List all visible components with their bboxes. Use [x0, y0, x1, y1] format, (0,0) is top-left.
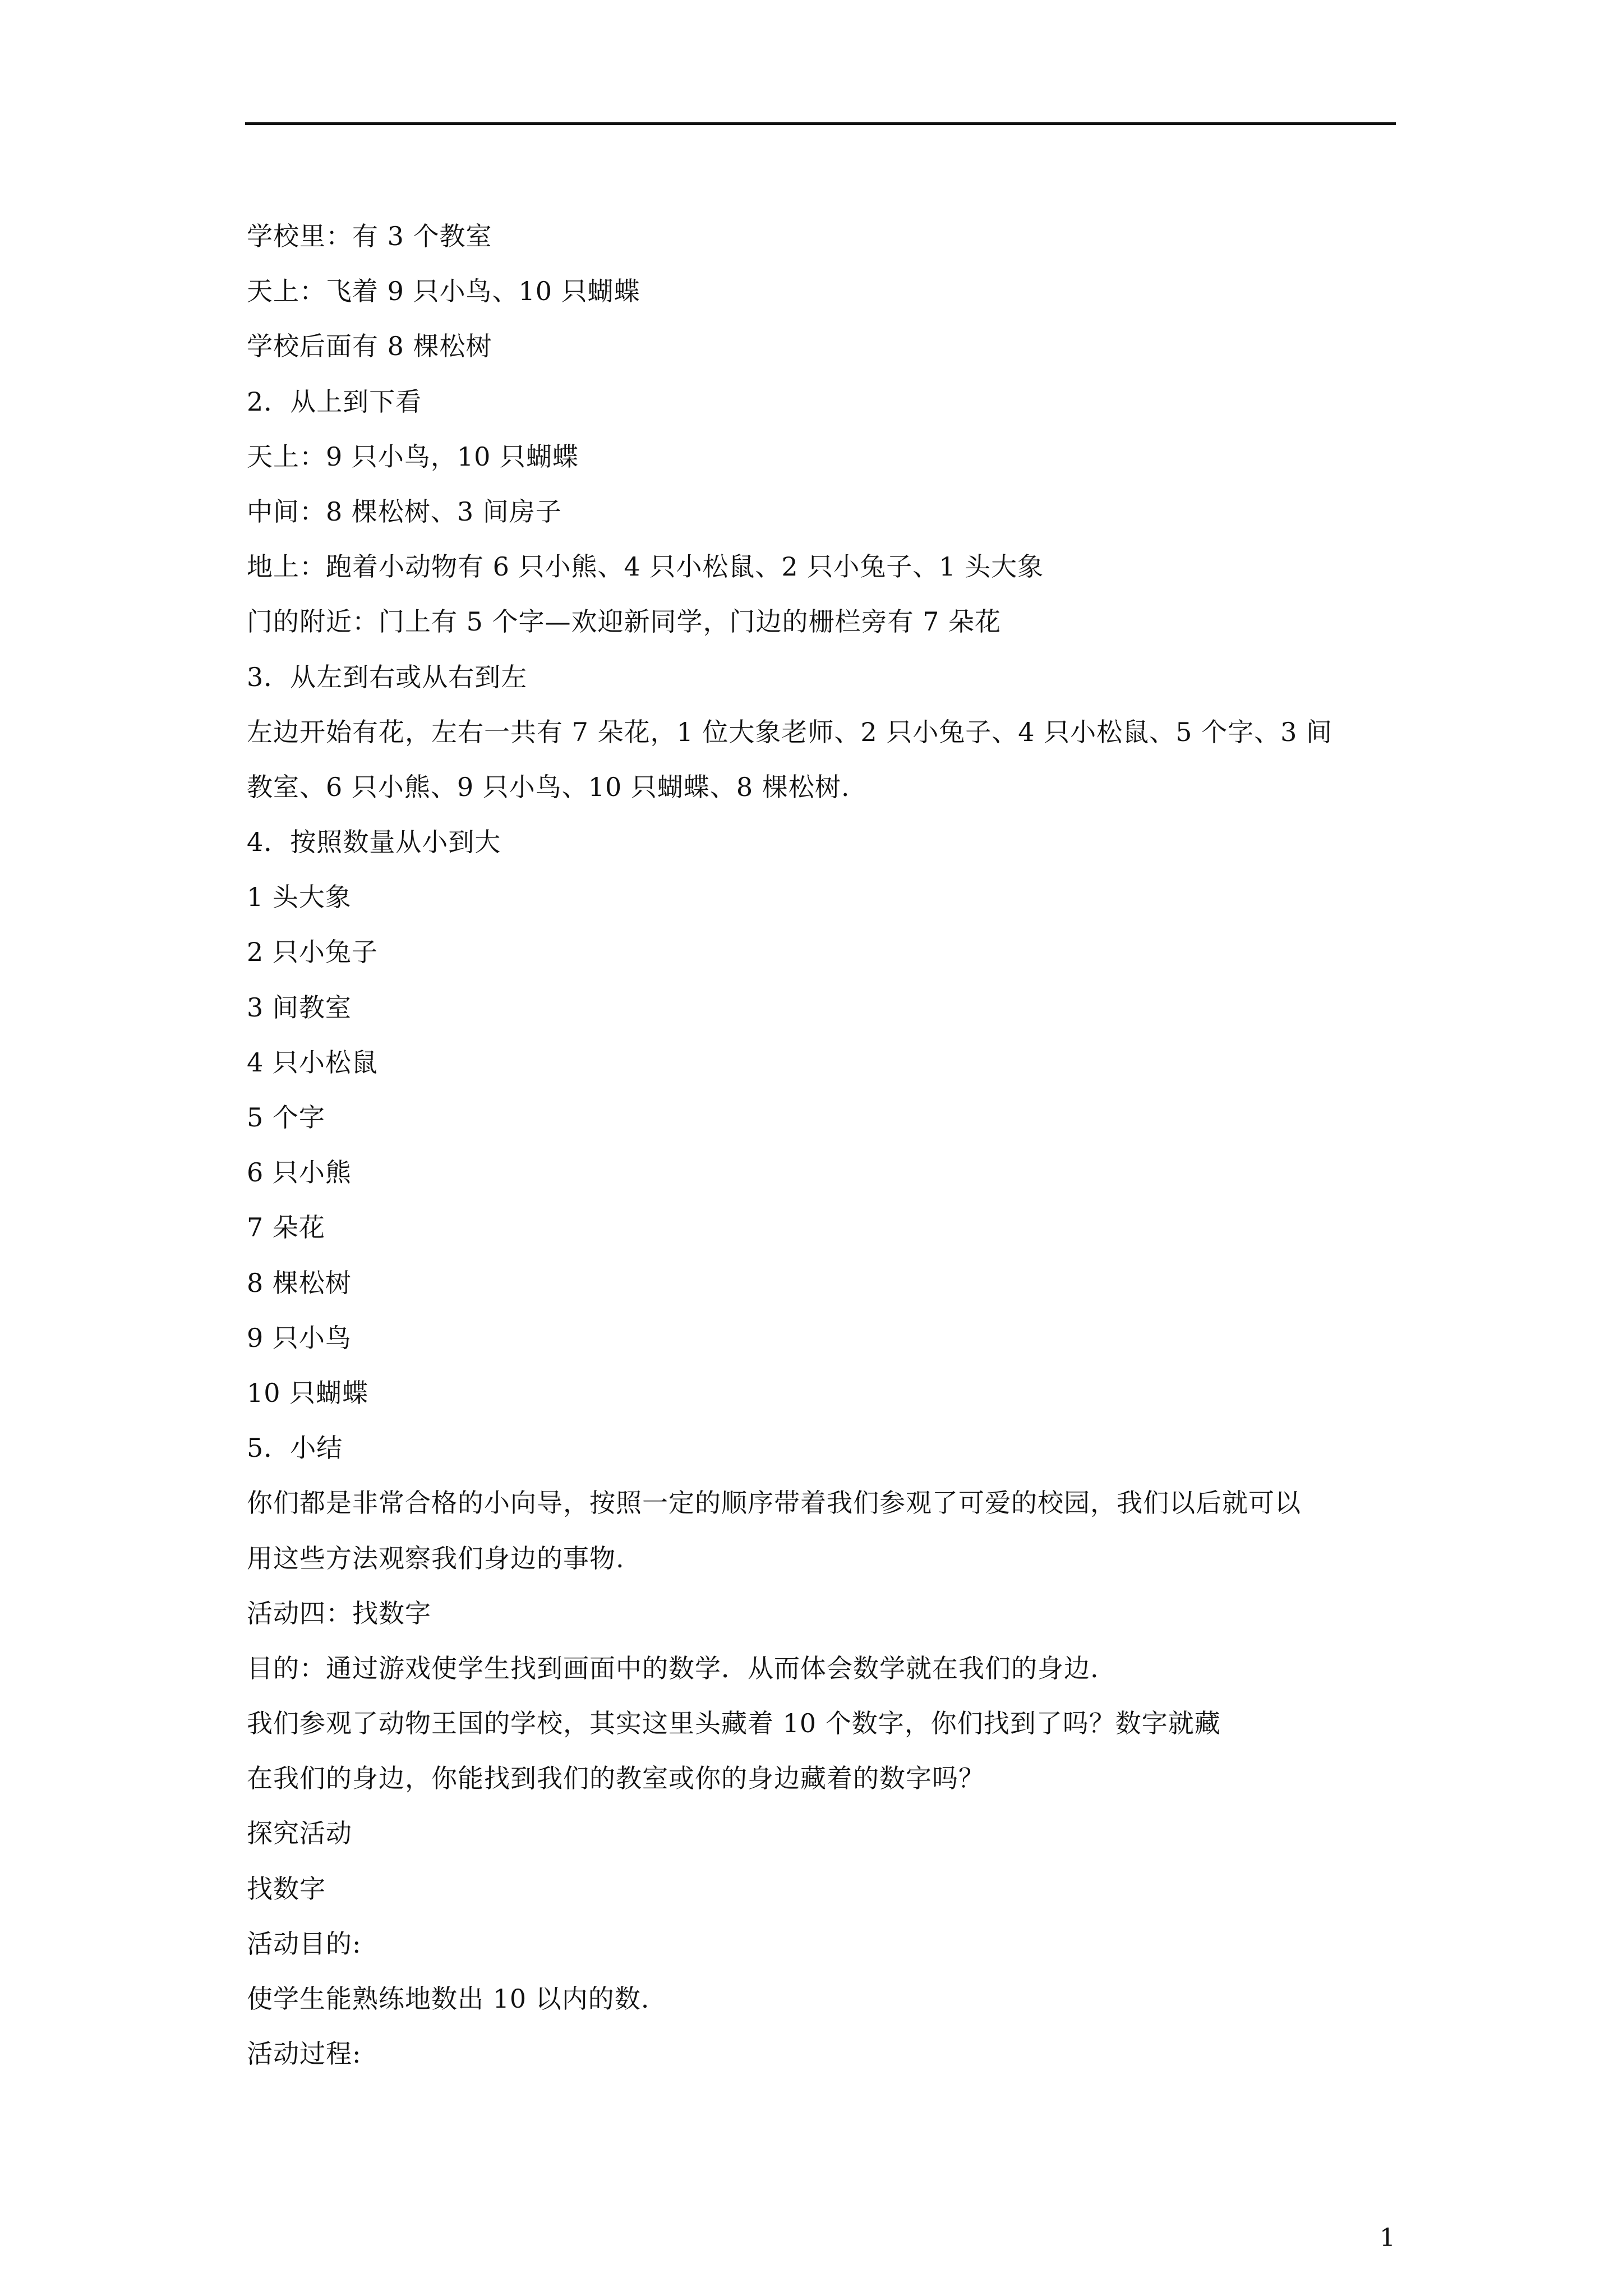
text-line: 使学生能熟练地数出 10 以内的数. [247, 1984, 650, 2014]
list-item: 3 间教室 [247, 992, 352, 1023]
text-line: 你们都是非常合格的小向导，按照一定的顺序带着我们参观了可爱的校园，我们以后就可以 [247, 1488, 1301, 1519]
list-item: 9 只小鸟 [247, 1322, 352, 1353]
text-line: 学校里：有 3 个教室 [247, 221, 492, 251]
text-line: 门的附近：门上有 5 个字—欢迎新同学，门边的栅栏旁有 7 朵花 [247, 606, 1002, 637]
list-item: 6 只小熊 [247, 1157, 352, 1188]
section-heading: 2．从上到下看 [247, 386, 422, 417]
text-line: 天上：飞着 9 只小鸟、10 只蝴蝶 [247, 276, 640, 307]
text-line: 找数字 [247, 1873, 326, 1904]
text-line: 活动过程: [247, 2039, 362, 2069]
activity-heading: 探究活动 [247, 1818, 352, 1849]
list-item: 1 头大象 [247, 882, 352, 913]
text-line: 我们参观了动物王国的学校，其实这里头藏着 10 个数字，你们找到了吗？数字就藏 [247, 1708, 1221, 1739]
page-number: 1 [1380, 2224, 1395, 2252]
text-line: 在我们的身边，你能找到我们的教室或你的身边藏着的数字吗？ [247, 1763, 985, 1794]
list-item: 7 朵花 [247, 1212, 325, 1243]
list-item: 4 只小松鼠 [247, 1047, 378, 1078]
text-line: 地上：跑着小动物有 6 只小熊、4 只小松鼠、2 只小兔子、1 头大象 [247, 551, 1044, 582]
section-heading: 3．从左到右或从右到左 [247, 661, 528, 692]
text-line: 天上：9 只小鸟，10 只蝴蝶 [247, 441, 579, 472]
text-line: 目的：通过游戏使学生找到画面中的数学．从而体会数学就在我们的身边. [247, 1653, 1099, 1683]
text-line: 活动目的: [247, 1928, 362, 1959]
text-line: 用这些方法观察我们身边的事物. [247, 1543, 625, 1573]
header-rule [245, 122, 1396, 125]
document-body [247, 209, 1402, 2081]
activity-heading: 活动四：找数字 [247, 1598, 431, 1628]
section-heading: 4．按照数量从小到大 [247, 827, 501, 858]
list-item: 10 只蝴蝶 [247, 1377, 369, 1408]
section-heading: 5．小结 [247, 1433, 343, 1464]
text-line: 左边开始有花，左右一共有 7 朵花，1 位大象老师、2 只小兔子、4 只小松鼠、5 个字、3 间 [247, 716, 1332, 747]
text-line: 教室、6 只小熊、9 只小鸟、10 只蝴蝶、8 棵松树. [247, 771, 850, 802]
text-line: 学校后面有 8 棵松树 [247, 331, 492, 362]
list-item: 5 个字 [247, 1102, 325, 1133]
list-item: 2 只小兔子 [247, 937, 378, 968]
list-item: 8 棵松树 [247, 1267, 352, 1298]
text-line: 中间：8 棵松树、3 间房子 [247, 496, 562, 527]
